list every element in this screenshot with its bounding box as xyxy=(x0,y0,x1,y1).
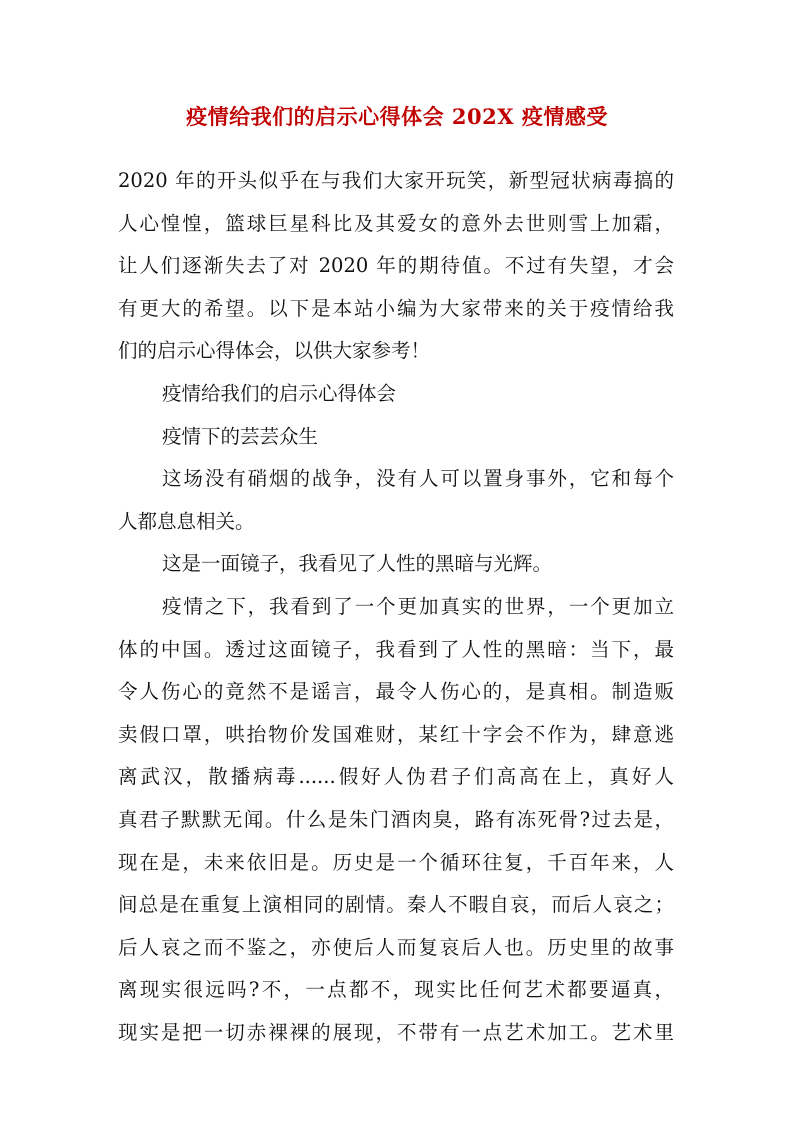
paragraph-line: 后人哀之而不鉴之，亦使后人而复哀后人也。历史里的故事 xyxy=(118,935,674,959)
paragraph-line: 离现实很远吗?不，一点都不，现实比任何艺术都要逼真， xyxy=(118,978,674,1002)
section-subheading: 疫情下的芸芸众生 xyxy=(162,424,319,448)
paragraph-line: 体的中国。透过这面镜子，我看到了人性的黑暗：当下，最 xyxy=(118,637,674,661)
paragraph-line: 真君子默默无闻。什么是朱门酒肉臭，路有冻死骨?过去是， xyxy=(118,807,674,831)
paragraph-line: 这是一面镜子，我看见了人性的黑暗与光辉。 xyxy=(162,552,553,576)
paragraph-line: 疫情之下，我看到了一个更加真实的世界，一个更加立 xyxy=(162,594,674,618)
paragraph-line: 人都息息相关。 xyxy=(118,509,255,533)
paragraph-line: 间总是在重复上演相同的剧情。秦人不暇自哀，而后人哀之； xyxy=(118,893,674,917)
paragraph-line: 现实是把一切赤裸裸的展现，不带有一点艺术加工。艺术里 xyxy=(118,1020,674,1044)
paragraph-line: 们的启示心得体会，以供大家参考！ xyxy=(118,339,431,363)
paragraph-line: 现在是，未来依旧是。历史是一个循环往复，千百年来，人 xyxy=(118,850,674,874)
paragraph-line: 有更大的希望。以下是本站小编为大家带来的关于疫情给我 xyxy=(118,296,674,320)
paragraph-line: 离武汉，散播病毒......假好人伪君子们高高在上，真好人 xyxy=(118,765,674,789)
paragraph-line: 令人伤心的竟然不是谣言，最令人伤心的，是真相。制造贩 xyxy=(118,680,674,704)
document-title: 疫情给我们的启示心得体会 202X 疫情感受 xyxy=(186,104,608,129)
paragraph-line: 让人们逐渐失去了对 2020 年的期待值。不过有失望，才会 xyxy=(118,254,674,278)
paragraph-line: 人心惶惶，篮球巨星科比及其爱女的意外去世则雪上加霜， xyxy=(118,211,674,235)
document-body xyxy=(118,160,674,1054)
paragraph-line: 卖假口罩，哄抬物价发国难财，某红十字会不作为，肆意逃 xyxy=(118,722,674,746)
section-heading: 疫情给我们的启示心得体会 xyxy=(162,381,397,405)
paragraph-line: 2020 年的开头似乎在与我们大家开玩笑，新型冠状病毒搞的 xyxy=(118,169,674,192)
paragraph-line: 这场没有硝烟的战争，没有人可以置身事外，它和每个 xyxy=(162,467,674,491)
